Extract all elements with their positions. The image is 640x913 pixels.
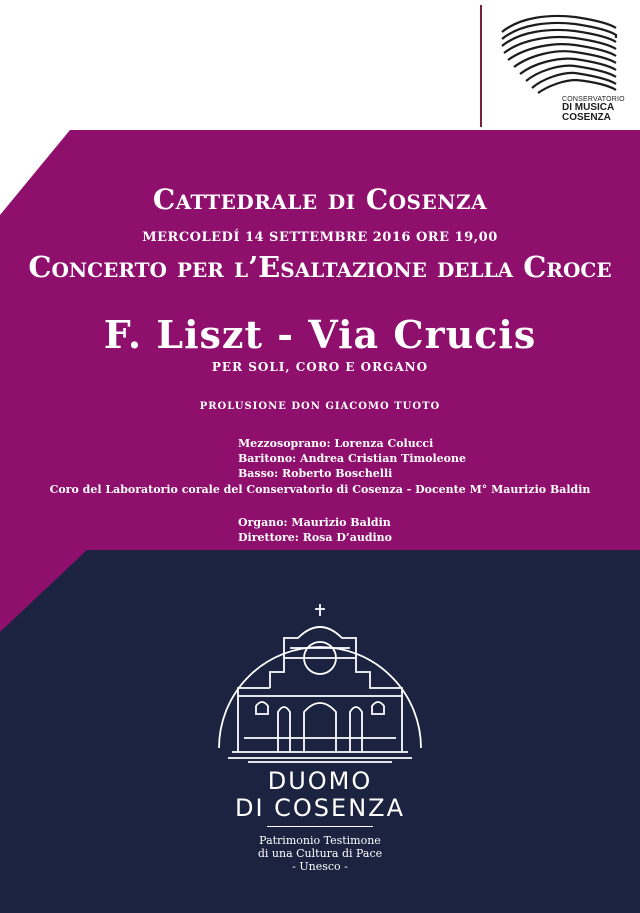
credit-direttore: Direttore: Rosa D’audino	[238, 531, 393, 544]
duomo-tagline-line3: - Unesco -	[292, 860, 348, 873]
work-subtitle: PER SOLI, CORO E ORGANO	[211, 360, 429, 374]
credit-mezzosoprano: Mezzosoprano: Lorenza Colucci	[238, 437, 434, 450]
prolusione-line: PROLUSIONE DON GIACOMO TUOTO	[199, 401, 441, 412]
credit-coro: Coro del Laboratorio corale del Conservatorio di Cosenza - Docente M° Maurizio Baldin	[49, 483, 591, 496]
conservatorio-wave-logo	[500, 12, 618, 94]
work-title: F. Liszt - Via Crucis	[103, 312, 537, 357]
conservatorio-wordmark	[562, 96, 625, 123]
concert-title: Concerto per l’Esaltazione della Croce	[28, 250, 612, 284]
event-date: MERCOLEDÍ 14 SETTEMBRE 2016 ORE 19,00	[142, 230, 498, 245]
header-divider	[480, 5, 482, 127]
venue-title: Cattedrale di Cosenza	[152, 183, 488, 216]
cathedral-facade-logo	[218, 602, 422, 766]
conservatorio-line3: COSENZA	[562, 112, 611, 123]
credit-basso: Basso: Roberto Boschelli	[238, 467, 393, 480]
conservatorio-line2: DI MUSICA	[562, 102, 615, 113]
duomo-divider	[267, 826, 373, 827]
duomo-tagline-line2: di una Cultura di Pace	[257, 847, 383, 860]
duomo-name-line2: DI COSENZA	[234, 794, 406, 822]
duomo-tagline-line1: Patrimonio Testimone	[259, 834, 381, 847]
conservatorio-line1: CONSERVATORIO	[562, 96, 625, 103]
credit-baritono: Baritono: Andrea Cristian Timoleone	[238, 452, 467, 465]
credit-organo: Organo: Maurizio Baldin	[238, 516, 391, 529]
duomo-name-line1: DUOMO	[267, 767, 373, 795]
